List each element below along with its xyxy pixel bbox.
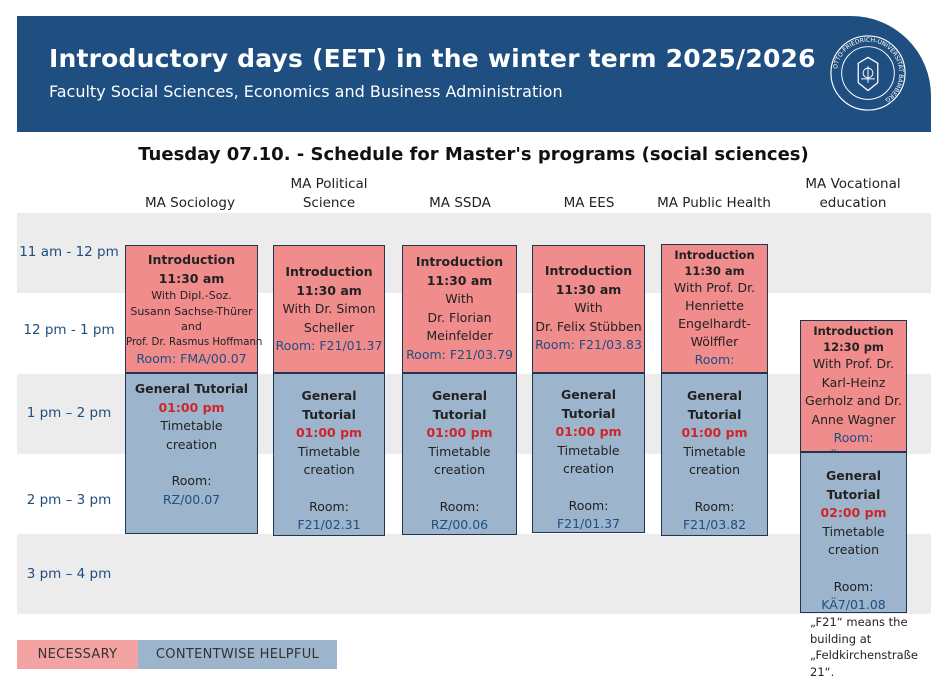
column-header-line: Science: [302, 195, 356, 211]
intro-line: With Prof. Dr.: [812, 356, 895, 371]
tutorial-room-label: Room:: [439, 498, 480, 514]
tutorial-line: creation: [433, 462, 486, 477]
intro-room: Room: F21/03.79: [406, 346, 513, 362]
column-header-line: MA EES: [563, 195, 615, 211]
tutorial-room-label: Room:: [694, 498, 735, 514]
intro-time: 11:30 am: [555, 281, 622, 297]
intro-line: Prof. Dr. Rasmus Hoffmann: [126, 336, 263, 348]
tutorial-line: Timetable: [683, 443, 746, 459]
time-band: [17, 534, 931, 614]
tutorial-line: Timetable: [557, 442, 620, 458]
intro-line: With Prof. Dr.: [673, 280, 756, 295]
tutorial-time: 01:00 pm: [426, 425, 493, 440]
tutorial-line: creation: [165, 436, 218, 452]
column-header-public-health: [649, 194, 779, 213]
intro-box-public-health: [661, 244, 768, 373]
tutorial-spacer: [662, 480, 767, 498]
intro-box-sociology: [125, 245, 263, 373]
tutorial-spacer: [126, 454, 257, 472]
intro-line: Dr. Felix Stübben: [535, 318, 642, 334]
tutorial-line: Timetable: [160, 418, 223, 433]
tutorial-spacer: [533, 479, 644, 497]
tutorial-room-label: Room:: [833, 578, 874, 594]
intro-line: Gerholz and Dr.: [805, 393, 902, 408]
tutorial-box-sociology: [125, 373, 258, 534]
intro-room: Room:: [694, 352, 735, 367]
column-header-ssda: [395, 194, 525, 213]
tutorial-title: General Tutorial: [687, 388, 742, 422]
tutorial-line: creation: [688, 462, 741, 477]
legend-necessary: NECESSARY: [17, 640, 138, 669]
footnote-line: building at: [810, 631, 872, 646]
time-label: 1 pm – 2 pm: [26, 405, 112, 421]
intro-box-vocational-education: [800, 320, 907, 452]
column-header-political-science: [264, 175, 394, 213]
column-header-line: MA SSDA: [429, 195, 491, 211]
tutorial-room: F21/03.82: [682, 517, 747, 532]
intro-time: 11:30 am: [426, 272, 493, 288]
time-label: 11 am - 12 pm: [19, 244, 119, 260]
tutorial-line: creation: [303, 462, 355, 477]
intro-room: Room: F21/01.37: [275, 338, 383, 353]
svg-text:OTTO-FRIEDRICH-UNIVERSITÄT BAM: OTTO-FRIEDRICH-UNIVERSITÄT BAMBERG: [832, 36, 905, 104]
tutorial-line: Timetable: [822, 523, 885, 539]
column-header-line: MA Vocational education: [805, 176, 901, 211]
intro-line: Dr. Florian: [427, 309, 492, 325]
intro-time: 11:30 am: [296, 282, 362, 298]
tutorial-line: Timetable: [297, 443, 361, 459]
tutorial-line: creation: [562, 461, 615, 476]
column-header-ees: [524, 194, 654, 213]
column-header-line: MA Public Health: [657, 195, 771, 211]
tutorial-room: F21/02.31: [297, 517, 361, 532]
tutorial-room: F21/01.37: [556, 516, 621, 531]
intro-line: Anne Wagner: [811, 411, 896, 427]
tutorial-title: General Tutorial: [432, 388, 487, 422]
intro-line: Wölffler: [690, 334, 739, 349]
intro-line: Meinfelder: [426, 328, 493, 343]
intro-line: Karl-Heinz: [821, 374, 886, 390]
intro-room: Room: FMA/00.07: [136, 351, 247, 366]
page-subtitle: Faculty Social Sciences, Economics and Business Administration: [49, 82, 563, 101]
tutorial-box-vocational-education: [800, 452, 907, 613]
tutorial-box-political-science: [273, 373, 385, 536]
intro-title: Introduction: [147, 252, 236, 267]
footnote: [810, 614, 945, 680]
tutorial-box-ssda: [402, 373, 517, 535]
tutorial-time: 01:00 pm: [295, 425, 363, 440]
intro-line: Scheller: [303, 319, 355, 335]
intro-line: With Dipl.-Soz.: [151, 289, 232, 302]
tutorial-room: RZ/00.07: [162, 491, 221, 507]
time-label: 2 pm – 3 pm: [26, 492, 112, 508]
tutorial-room: KÄ7/01.08: [821, 597, 886, 612]
intro-line: and: [181, 320, 202, 333]
tutorial-spacer: [274, 480, 384, 498]
tutorial-time: 01:00 pm: [158, 399, 225, 415]
time-label: 3 pm – 4 pm: [26, 566, 112, 582]
intro-title: Introduction: [674, 248, 755, 262]
day-title: Tuesday 07.10. - Schedule for Master's programs (social sciences): [138, 144, 809, 165]
intro-room: Room:: [833, 430, 874, 445]
tutorial-box-ees: [532, 373, 645, 533]
page-title: Introductory days (EET) in the winter term 2025/2026: [49, 44, 816, 73]
tutorial-time: 01:00 pm: [555, 424, 622, 439]
tutorial-title: General Tutorial: [826, 468, 881, 502]
column-header-line: MA Political: [290, 176, 368, 192]
tutorial-title: General Tutorial: [134, 381, 249, 396]
intro-line: With: [445, 291, 474, 306]
column-header-line: MA Sociology: [144, 195, 235, 211]
tutorial-title: General Tutorial: [301, 388, 357, 422]
intro-time: 11:30 am: [684, 264, 745, 278]
intro-box-ees: [532, 245, 645, 373]
tutorial-line: Timetable: [428, 443, 491, 459]
intro-line: With: [574, 300, 603, 315]
tutorial-time: 01:00 pm: [681, 425, 748, 440]
time-label: 12 pm - 1 pm: [23, 322, 115, 338]
tutorial-title: General Tutorial: [561, 387, 616, 421]
intro-title: Introduction: [813, 324, 894, 338]
intro-line: Engelhardt-: [678, 316, 751, 331]
tutorial-room: RZ/00.06: [430, 517, 489, 532]
column-header-sociology: [125, 194, 255, 213]
tutorial-room-label: Room:: [309, 498, 349, 514]
footnote-line: „Feldkirchenstraße 21“.: [810, 648, 919, 679]
intro-title: Introduction: [285, 264, 373, 279]
intro-line: With Dr. Simon: [282, 301, 376, 316]
intro-box-ssda: [402, 245, 517, 373]
intro-time: 11:30 am: [158, 270, 225, 286]
intro-room: Room: F21/03.83: [535, 337, 642, 352]
intro-line: Henriette: [685, 298, 744, 313]
tutorial-spacer: [403, 480, 516, 498]
intro-time: 12:30 pm: [823, 340, 884, 354]
intro-box-political-science: [273, 245, 385, 373]
tutorial-time: 02:00 pm: [820, 505, 887, 520]
intro-title: Introduction: [415, 254, 504, 269]
intro-line: Susann Sachse-Thürer: [130, 304, 253, 318]
footnote-line: „F21“ means the: [810, 615, 908, 629]
legend-contentwise-helpful: CONTENTWISE HELPFUL: [138, 640, 337, 669]
tutorial-line: creation: [827, 542, 880, 557]
tutorial-room-label: Room:: [171, 473, 212, 488]
tutorial-box-public-health: [661, 373, 768, 536]
intro-title: Introduction: [544, 263, 633, 278]
tutorial-spacer: [801, 560, 906, 578]
tutorial-room-label: Room:: [568, 497, 609, 513]
university-seal-icon: [829, 34, 907, 112]
header-banner: [17, 16, 931, 132]
